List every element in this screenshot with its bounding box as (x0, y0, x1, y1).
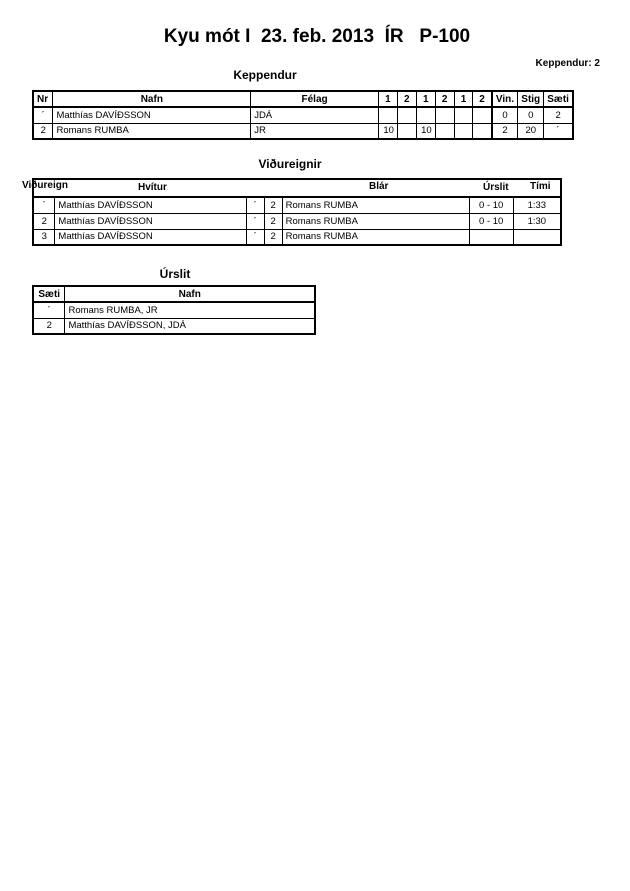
table-row (33, 107, 573, 123)
match-number: ´ (33, 197, 55, 213)
round-score (435, 123, 454, 139)
participants-table (32, 90, 574, 140)
col-place: Sæti (544, 91, 573, 107)
matches-heading: Viðureignir (258, 157, 322, 171)
results-header-row (33, 286, 315, 302)
result-place: 2 (33, 318, 65, 334)
matches-header-row (33, 179, 561, 197)
table-row (33, 302, 315, 318)
round-score (435, 107, 454, 123)
match-white: Matthías DAVÍÐSSON (55, 229, 246, 245)
round-score (378, 107, 397, 123)
col-match: Viðureign (22, 180, 68, 191)
participant-place: ´ (544, 123, 573, 139)
col-place: Sæti (33, 286, 65, 302)
col-wins: Vin. (492, 91, 518, 107)
round-score (454, 107, 473, 123)
round-score (397, 107, 416, 123)
participant-nr: 2 (33, 123, 53, 139)
match-result: 0 - 10 (469, 197, 513, 213)
match-blue-mark: 2 (264, 213, 282, 229)
page-title: Kyu mót I 23. feb. 2013 ÍR P-100 (163, 26, 471, 47)
col-name: Nafn (53, 91, 251, 107)
match-white-mark: ´ (246, 197, 264, 213)
round-score (416, 107, 435, 123)
table-row (33, 197, 561, 213)
match-number: 3 (33, 229, 55, 245)
col-round: 2 (473, 91, 492, 107)
match-white: Matthías DAVÍÐSSON (55, 213, 246, 229)
table-row (33, 213, 561, 229)
round-score (454, 123, 473, 139)
result-name: Romans RUMBA, JR (65, 302, 315, 318)
participants-header-row (33, 91, 573, 107)
matches-table (32, 178, 562, 246)
participant-wins: 0 (492, 107, 518, 123)
col-club: Félag (251, 91, 379, 107)
col-time: Tími (530, 181, 551, 192)
participant-club: JDÁ (251, 107, 379, 123)
result-name: Matthías DAVÍÐSSON, JDÁ (65, 318, 315, 334)
participant-club: JR (251, 123, 379, 139)
result-place: ´ (33, 302, 65, 318)
col-round: 1 (378, 91, 397, 107)
round-score (397, 123, 416, 139)
match-blue-mark: 2 (264, 197, 282, 213)
match-white: Matthías DAVÍÐSSON (55, 197, 246, 213)
round-score: 10 (416, 123, 435, 139)
participant-wins: 2 (492, 123, 518, 139)
col-points: Stig (518, 91, 544, 107)
participant-count: Keppendur: 2 (535, 58, 600, 69)
match-blue: Romans RUMBA (282, 197, 469, 213)
participant-points: 20 (518, 123, 544, 139)
match-time: 1:33 (513, 197, 561, 213)
match-result: 0 - 10 (469, 213, 513, 229)
match-blue-mark: 2 (264, 229, 282, 245)
col-round: 2 (435, 91, 454, 107)
col-round: 1 (454, 91, 473, 107)
col-name: Nafn (65, 286, 315, 302)
participant-place: 2 (544, 107, 573, 123)
results-heading: Úrslit (159, 267, 191, 281)
round-score (473, 123, 492, 139)
participant-name: Matthías DAVÍÐSSON (53, 107, 251, 123)
round-score (473, 107, 492, 123)
match-time (513, 229, 561, 245)
table-row (33, 229, 561, 245)
participants-heading: Keppendur (233, 68, 297, 82)
participant-points: 0 (518, 107, 544, 123)
col-round: 1 (416, 91, 435, 107)
match-number: 2 (33, 213, 55, 229)
table-row (33, 123, 573, 139)
results-table (32, 285, 316, 335)
match-blue: Romans RUMBA (282, 213, 469, 229)
col-result: Úrslit (483, 182, 509, 193)
col-nr: Nr (33, 91, 53, 107)
match-white-mark: ´ (246, 229, 264, 245)
table-row (33, 318, 315, 334)
participant-name: Romans RUMBA (53, 123, 251, 139)
participant-nr: ´ (33, 107, 53, 123)
match-result (469, 229, 513, 245)
match-time: 1:30 (513, 213, 561, 229)
col-white: Hvítur (138, 182, 167, 193)
match-blue: Romans RUMBA (282, 229, 469, 245)
col-blue: Blár (369, 181, 389, 192)
match-white-mark: ´ (246, 213, 264, 229)
col-round: 2 (397, 91, 416, 107)
round-score: 10 (378, 123, 397, 139)
